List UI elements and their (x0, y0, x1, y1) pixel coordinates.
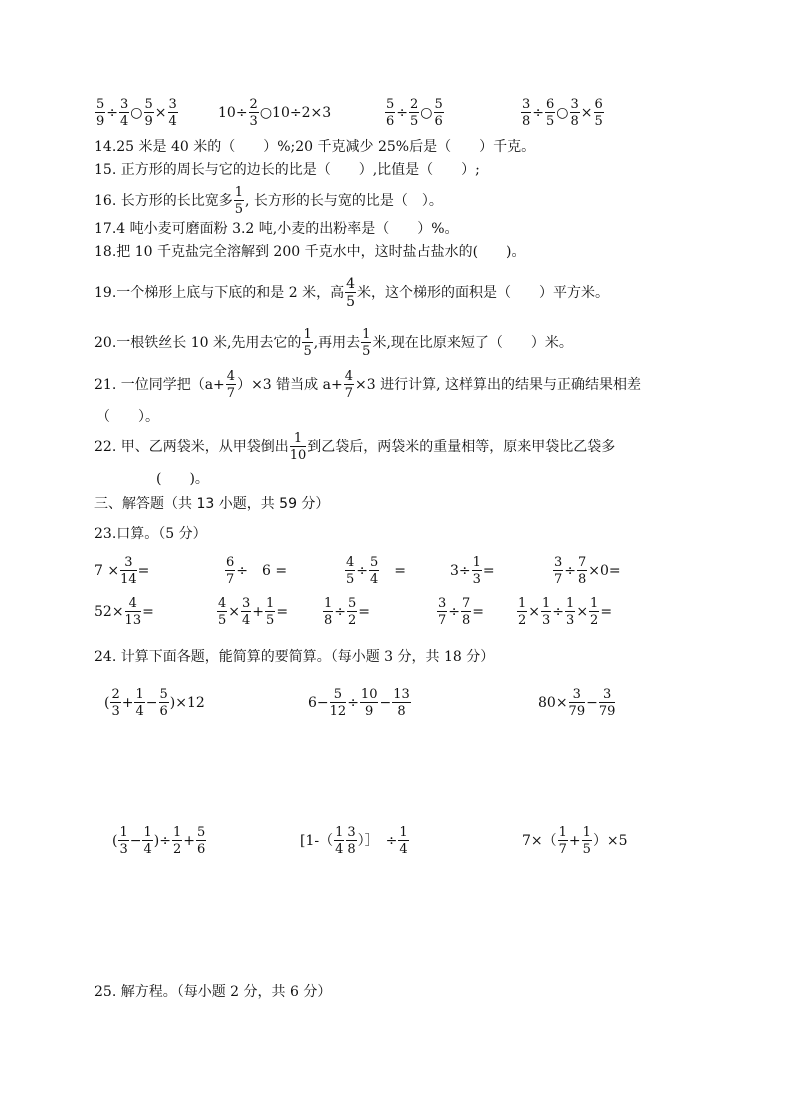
oral-row2-e2: $\frac{4}{5}$ × $\frac{3}{4}$ + $\frac{1}{5}$ = (218, 596, 289, 628)
calc-row2-e3: 7×（ $\frac{1}{7}$ + $\frac{1}{5}$ ）×5 (522, 825, 628, 857)
question-20: 20.一根铁丝长 10 米,先用去它的 $\frac{1}{5}$ ,再用去 $\frac{1}{5}$ 米,现在比原来短了（ ）米。 (94, 327, 573, 359)
question-15: 15. 正方形的周长与它的边长的比是（ ）,比值是（ ）; (94, 162, 480, 178)
question-25: 25. 解方程。（每小题 2 分，共 6 分） (94, 984, 332, 1000)
oral-row1-e5: $\frac{3}{7}$ ÷ $\frac{7}{8}$ ×0= (554, 555, 621, 587)
question-21-line2: （ ）。 (96, 409, 159, 425)
question-18: 18.把 10 千克盐完全溶解到 200 千克水中，这时盐占盐水的( )。 (94, 244, 526, 260)
question-22: 22. 甲、乙两袋米，从甲袋倒出 $\frac{1}{10}$ 到乙袋后，两袋米的重量相等，原来甲袋比乙袋多 (94, 431, 616, 463)
section-3-heading: 三、解答题（共 13 小题，共 59 分） (94, 496, 330, 512)
compare-item-b: 10÷ $\frac{2}{3}$ ○10÷2×3 (218, 97, 332, 129)
question-16: 16. 长方形的长比宽多 $\frac{1}{5}$ , 长方形的长与宽的比是（ ）。 (94, 185, 443, 217)
question-23: 23.口算。（5 分） (94, 526, 207, 542)
oral-row2-e5: $\frac{1}{2}$ × $\frac{1}{3}$ ÷ $\frac{1}{3}$ × $\frac{1}{2}$ = (518, 596, 613, 628)
calc-row1-e3: 80× $\frac{3}{79}$ − $\frac{3}{79}$ (538, 687, 616, 719)
oral-row1-e3: $\frac{4}{5}$ ÷ $\frac{5}{4}$ = (346, 555, 407, 587)
question-17: 17.4 吨小麦可磨面粉 3.2 吨,小麦的出粉率是（ ）%。 (94, 221, 459, 237)
question-14: 14.25 米是 40 米的（ ）%;20 千克减少 25%后是（ ）千克。 (94, 139, 536, 155)
compare-item-c: $\frac{5}{6}$ ÷ $\frac{2}{5}$ ○ $\frac{5}{6}$ (386, 97, 443, 129)
calc-row2-e1: ( $\frac{1}{3}$ − $\frac{1}{4}$ )÷ $\frac{1}{2}$ + $\frac{5}{6}$ (112, 825, 206, 857)
oral-row2-e3: $\frac{1}{8}$ ÷ $\frac{5}{2}$ = (324, 596, 371, 628)
oral-row1-e4: 3÷ $\frac{1}{3}$ = (450, 555, 495, 587)
oral-row1-e1: 7 × $\frac{3}{14}$ = (94, 555, 150, 587)
calc-row1-e2: 6− $\frac{5}{12}$ ÷ $\frac{10}{9}$ − $\frac{13}{8}$ (308, 687, 410, 719)
oral-row2-e1: 52× $\frac{4}{13}$ = (94, 596, 154, 628)
question-19: 19.一个梯形上底与下底的和是 2 米，高 $\frac{4}{5}$ 米，这个梯形的面积是（ ）平方米。 (94, 276, 609, 310)
question-22-line2: ( )。 (156, 471, 209, 487)
question-21: 21. 一位同学把（a+ $\frac{4}{7}$ ）×3 错当成 a+ $\frac{4}{7}$ ×3 进行计算, 这样算出的结果与正确结果相差 (94, 369, 641, 401)
oral-row1-e2: $\frac{6}{7}$ ÷ 6 = (226, 555, 288, 587)
question-24: 24. 计算下面各题，能简算的要简算。（每小题 3 分，共 18 分） (94, 649, 495, 665)
calc-row2-e2: [1-（ $\frac{1}{4}$ $\frac{3}{8}$ ）］ ÷ $\frac{1}{4}$ (300, 825, 408, 857)
oral-row2-e4: $\frac{3}{7}$ ÷ $\frac{7}{8}$ = (438, 596, 485, 628)
compare-item-a: $\frac{5}{9}$ ÷ $\frac{3}{4}$ ○ $\frac{5}{9}$ × $\frac{3}{4}$ (96, 97, 177, 129)
calc-row1-e1: ( $\frac{2}{3}$ + $\frac{1}{4}$ − $\frac{5}{6}$ )×12 (104, 687, 205, 719)
compare-item-d: $\frac{3}{8}$ ÷ $\frac{6}{5}$ ○ $\frac{3}{8}$ × $\frac{6}{5}$ (522, 97, 603, 129)
